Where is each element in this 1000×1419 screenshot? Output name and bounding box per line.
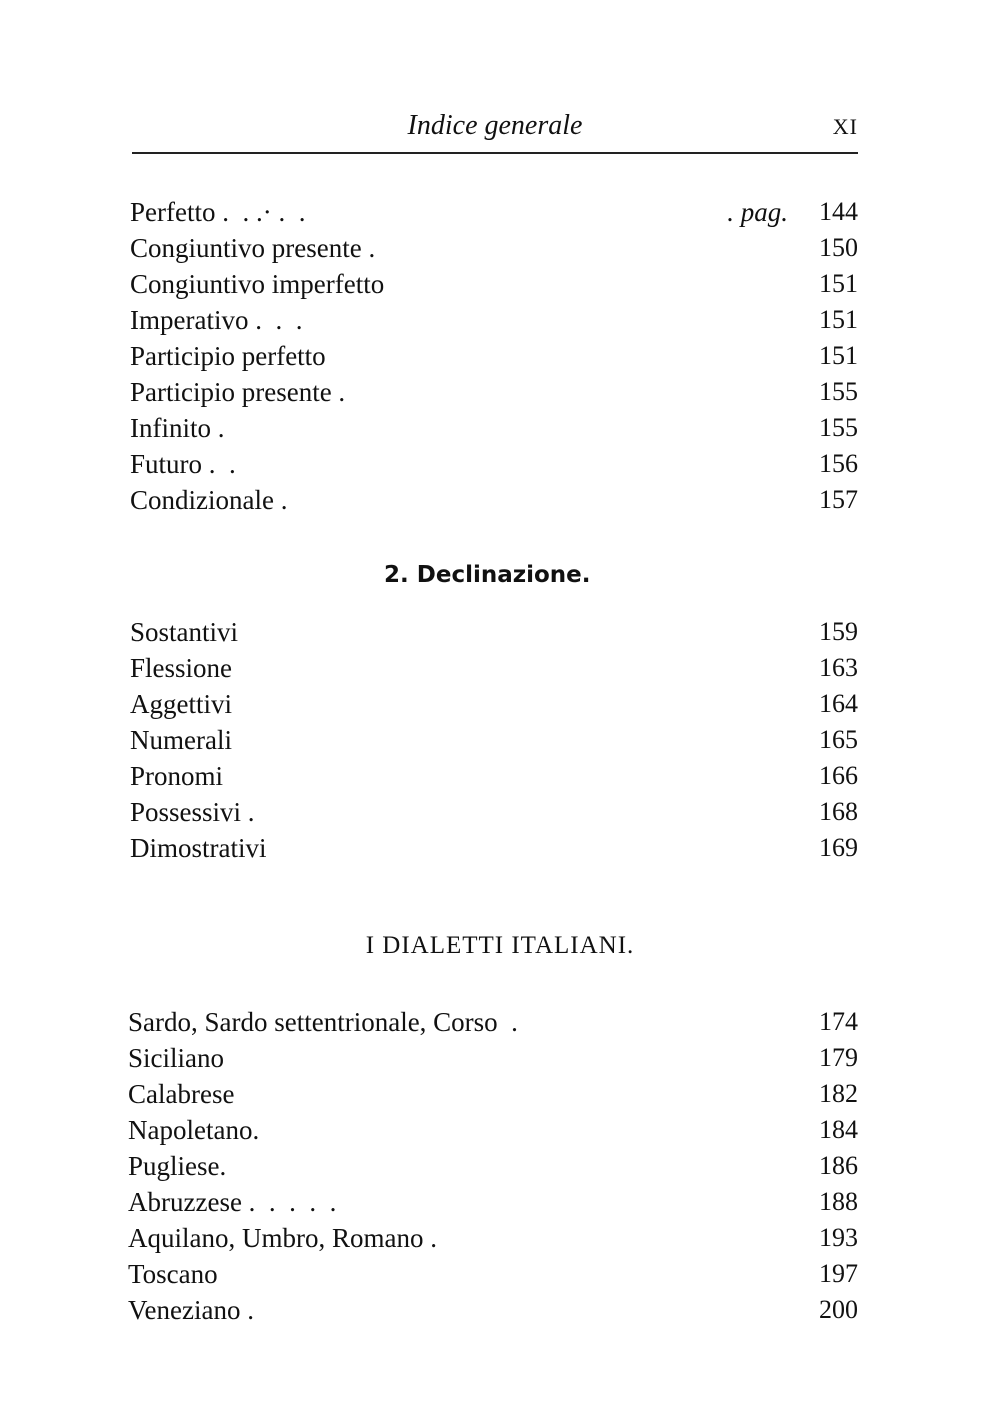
toc-row-page: 179	[819, 1043, 858, 1072]
section-title-declinazione	[0, 562, 1000, 588]
toc-row-page: 188	[819, 1187, 858, 1216]
toc-row-label: Participio presente .	[130, 377, 346, 407]
toc-row	[130, 338, 858, 374]
toc-row-page: 193	[819, 1223, 858, 1252]
toc-row	[128, 1076, 858, 1112]
toc-row-page: 168	[819, 797, 858, 826]
toc-row-page: 151	[819, 269, 858, 298]
toc-row	[130, 410, 858, 446]
toc-row	[128, 1292, 858, 1328]
toc-row	[130, 446, 858, 482]
toc-row	[130, 614, 858, 650]
toc-row-label: Condizionale .	[130, 485, 288, 515]
toc-row	[130, 230, 858, 266]
toc-row	[130, 830, 858, 866]
toc-row-label: Napoletano.	[128, 1115, 260, 1145]
toc-row-label: Aggettivi	[130, 689, 232, 719]
toc-row	[130, 686, 858, 722]
toc-row-page: 163	[819, 653, 858, 682]
toc-row-label: Numerali	[130, 725, 232, 755]
toc-row-label: Infinito .	[130, 413, 225, 443]
toc-row-page: 165	[819, 725, 858, 754]
toc-row-label: Pugliese.	[128, 1151, 227, 1181]
toc-row-page: 151	[819, 305, 858, 334]
toc-row	[128, 1184, 858, 1220]
toc-row	[130, 194, 858, 230]
header-title: Indice generale	[407, 110, 583, 141]
toc-row-page: 164	[819, 689, 858, 718]
toc-row	[128, 1256, 858, 1292]
toc-row-label: Sostantivi	[130, 617, 239, 647]
toc-row-page: 155	[819, 377, 858, 406]
toc-row-label: Calabrese	[128, 1079, 235, 1109]
toc-row-page: 184	[819, 1115, 858, 1144]
toc-row-page: 151	[819, 341, 858, 370]
toc-row-label: Possessivi .	[130, 797, 255, 827]
toc-row	[130, 374, 858, 410]
pag-label: . pag.	[727, 197, 788, 227]
toc-row-page: 156	[819, 449, 858, 478]
toc-row-label: Dimostrativi	[130, 833, 267, 863]
toc-row-label: Pronomi	[130, 761, 224, 791]
toc-row-label: Abruzzese . . . . .	[128, 1187, 337, 1217]
toc-row	[130, 650, 858, 686]
toc-row	[130, 266, 858, 302]
toc-row-label: Participio perfetto	[130, 341, 326, 371]
header-page-number: XI	[832, 114, 858, 139]
toc-row-page: 150	[819, 233, 858, 262]
toc-row-label: Congiuntivo presente .	[130, 233, 376, 263]
toc-row	[128, 1112, 858, 1148]
toc-row-page: 157	[819, 485, 858, 514]
toc-row-page: 186	[819, 1151, 858, 1180]
toc-row-label: Aquilano, Umbro, Romano .	[128, 1223, 437, 1253]
toc-list-dialects	[128, 1004, 858, 1328]
toc-row-page: 197	[819, 1259, 858, 1288]
toc-row	[130, 302, 858, 338]
toc-row-page: 155	[819, 413, 858, 442]
toc-row-label: Siciliano	[128, 1043, 224, 1073]
toc-row	[130, 794, 858, 830]
toc-row	[128, 1040, 858, 1076]
toc-row	[128, 1220, 858, 1256]
toc-row	[128, 1148, 858, 1184]
toc-row-page: 182	[819, 1079, 858, 1108]
toc-row	[128, 1004, 858, 1040]
toc-row-page: 159	[819, 617, 858, 646]
toc-row-label: Futuro . .	[130, 449, 236, 479]
section-title-text: 2. Declinazione.	[384, 562, 591, 588]
running-header	[132, 108, 858, 154]
toc-row-label: Flessione	[130, 653, 233, 683]
toc-row-label: Imperativo . . .	[130, 305, 303, 335]
toc-row-page: 144	[819, 197, 858, 226]
toc-list-declension	[130, 614, 858, 866]
toc-row	[130, 482, 858, 518]
toc-row-label: Perfetto . . .· . .	[130, 197, 306, 227]
toc-row-label: Sardo, Sardo settentrionale, Corso .	[128, 1007, 518, 1037]
toc-row-page: 200	[819, 1295, 858, 1324]
toc-row-page: 166	[819, 761, 858, 790]
toc-list-verbs	[130, 194, 858, 518]
section-title-dialetti: I DIALETTI ITALIANI.	[365, 932, 635, 959]
toc-row	[130, 722, 858, 758]
toc-row-page: 169	[819, 833, 858, 862]
toc-row	[130, 758, 858, 794]
toc-row-label: Congiuntivo imperfetto	[130, 269, 385, 299]
toc-row-label: Veneziano .	[128, 1295, 254, 1325]
toc-row-page: 174	[819, 1007, 858, 1036]
toc-row-label: Toscano	[128, 1259, 218, 1289]
